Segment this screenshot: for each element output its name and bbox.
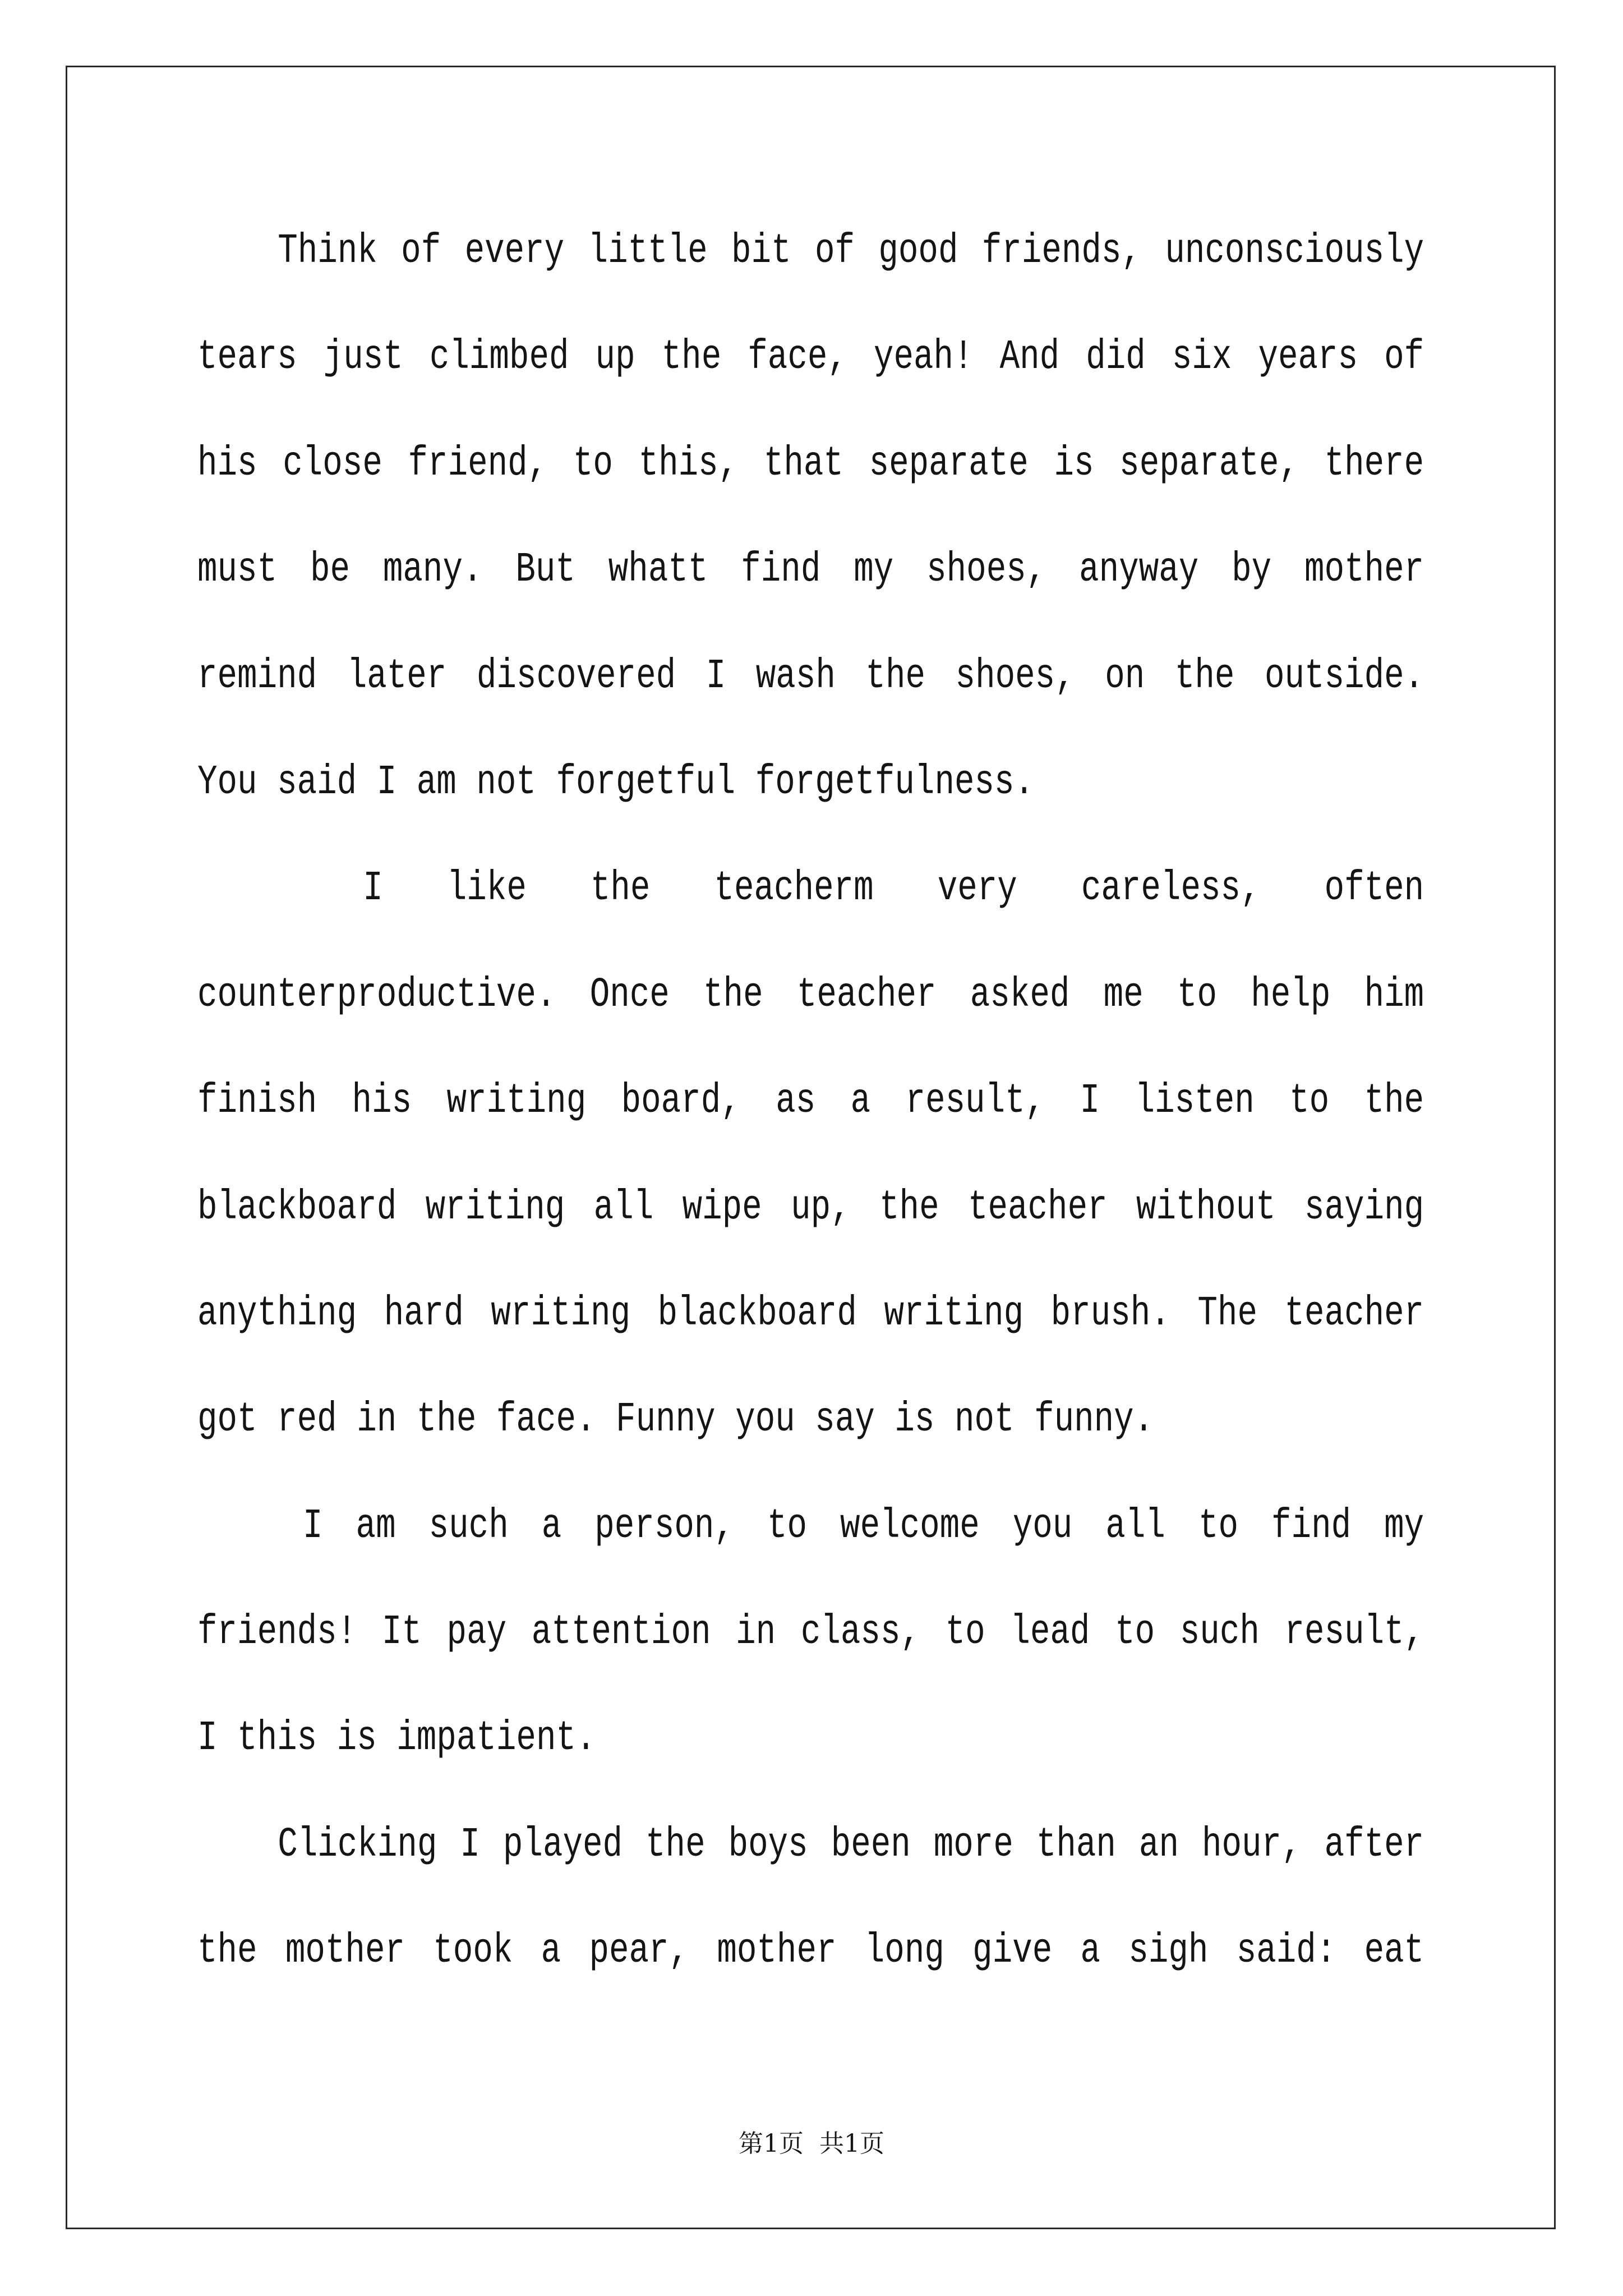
- text-line: got red in the face. Funny you say is not funny.: [197, 1396, 1154, 1444]
- text-line: the mother took a pear, mother long give a sigh said: eat: [197, 1927, 1424, 1975]
- text-line: his close friend, to this, that separate is separate, there: [197, 440, 1424, 487]
- paragraph: [197, 1474, 1424, 1792]
- text-line: I this is impatient.: [197, 1715, 596, 1763]
- document-body: [197, 199, 1424, 2005]
- text-line: tears just climbed up the face, yeah! And did six years of: [197, 334, 1424, 381]
- text-line: must be many. But whatt find my shoes, anyway by mother: [197, 546, 1424, 594]
- text-line: Think of every little bit of good friends, unconsciously: [278, 228, 1424, 275]
- page-number: 第1页 共1页: [739, 2129, 884, 2158]
- paragraph: [197, 1792, 1424, 2005]
- text-line: finish his writing board, as a result, I listen to the: [197, 1078, 1424, 1125]
- paragraph: [197, 199, 1424, 836]
- text-line: You said I am not forgetful forgetfulness.: [197, 758, 1035, 806]
- paragraph: [197, 836, 1424, 1473]
- text-line: blackboard writing all wipe up, the teacher without saying: [197, 1184, 1424, 1231]
- text-line: Clicking I played the boys been more than an hour, after: [278, 1821, 1424, 1869]
- text-line: remind later discovered I wash the shoes, on the outside.: [197, 652, 1424, 700]
- text-line: I am such a person, to welcome you all to find my: [303, 1502, 1424, 1550]
- text-line: counterproductive. Once the teacher asked me to help him: [197, 971, 1424, 1019]
- text-line: I like the teacherm very careless, often: [363, 865, 1424, 913]
- text-line: anything hard writing blackboard writing brush. The teacher: [197, 1290, 1424, 1337]
- text-line: friends! It pay attention in class, to lead to such result,: [197, 1609, 1424, 1657]
